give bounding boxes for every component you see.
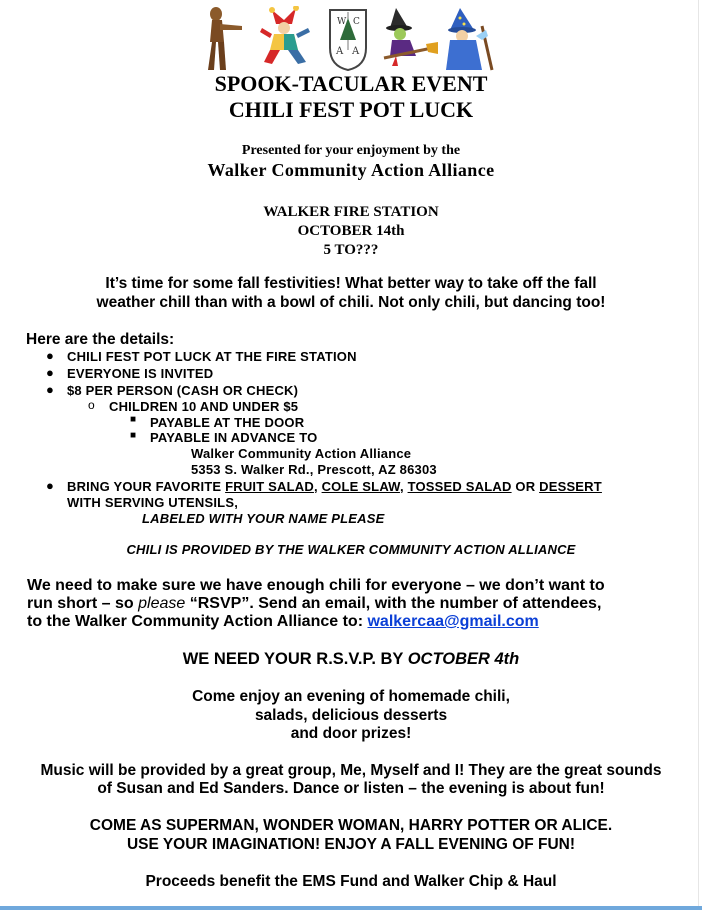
event-time: 5 TO???: [323, 242, 379, 258]
event-title-line2: CHILI FEST POT LUCK: [228, 97, 474, 122]
detail-label-name: LABELED WITH YOUR NAME PLEASE: [142, 511, 385, 526]
svg-text:C: C: [353, 17, 360, 27]
rsvp-deadline-prefix: WE NEED YOUR R.S.V.P. BY: [182, 650, 404, 668]
chili-provided-note: CHILI IS PROVIDED BY THE WALKER COMMUNITY ACTION ALLIANCE: [126, 542, 576, 557]
tossed-salad-text: TOSSED SALAD: [407, 479, 512, 494]
svg-text:A: A: [352, 46, 360, 57]
music-line1: Music will be provided by a great group, Me, Myself and I! They are the great sounds: [40, 762, 662, 779]
detail-sub-children-price: CHILDREN 10 AND UNDER $5: [109, 399, 299, 414]
fruit-salad-text: FRUIT SALAD: [225, 479, 314, 494]
or-text: OR: [515, 479, 536, 494]
zombie-icon: [204, 6, 244, 72]
detail-payable-door: PAYABLE AT THE DOOR: [150, 415, 305, 430]
rsvp-para-line1: We need to make sure we have enough chili for everyone – we don’t want to: [27, 577, 605, 594]
bring-favorite-text: BRING YOUR FAVORITE: [67, 479, 222, 494]
dessert-text: DESSERT: [539, 479, 602, 494]
venue-name: WALKER FIRE STATION: [263, 204, 439, 220]
jester-icon: [258, 6, 312, 66]
enjoy-line1: Come enjoy an evening of homemade chili,: [192, 688, 510, 705]
rsvp-please-text: please: [138, 595, 186, 612]
mailing-address-org: Walker Community Action Alliance: [191, 446, 412, 461]
rsvp-deadline-date: OCTOBER 4th: [407, 650, 520, 668]
bullet-disc-icon: ●: [46, 365, 54, 380]
enjoy-line3: and door prizes!: [290, 725, 412, 742]
wizard-icon: [442, 6, 504, 72]
bottom-border: [0, 906, 702, 910]
witch-on-broom-icon: [382, 6, 438, 68]
rsvp-para-line3: [27, 613, 539, 631]
bullet-disc-icon: ●: [46, 348, 54, 363]
bullet-circle-icon: o: [88, 398, 95, 412]
intro-line1: It’s time for some fall festivities! What better way to take off the fall: [105, 275, 597, 292]
intro-line2: weather chill than with a bowl of chili. Not only chili, but dancing too!: [96, 294, 606, 311]
header-icons: [196, 6, 506, 74]
presenting-organization: Walker Community Action Alliance: [207, 160, 495, 180]
enjoy-line2: salads, delicious desserts: [254, 707, 448, 724]
detail-item-bring-dish: BRING YOUR FAVORITE FRUIT SALAD, COLE SLAW, TOSSED SALAD OR DESSERT: [67, 479, 602, 494]
detail-payable-advance: PAYABLE IN ADVANCE TO: [150, 430, 318, 445]
rsvp-deadline: [0, 650, 702, 669]
detail-item-invited: EVERYONE IS INVITED: [67, 366, 214, 381]
bullet-disc-icon: ●: [46, 382, 54, 397]
rsvp-run-short-text: run short – so: [27, 595, 134, 612]
rsvp-para-line2: [27, 595, 601, 613]
bullet-disc-icon: ●: [46, 478, 54, 493]
costume-line1: COME AS SUPERMAN, WONDER WOMAN, HARRY POTTER OR ALICE.: [89, 817, 613, 834]
music-line2: of Susan and Ed Sanders. Dance or listen – the evening is about fun!: [97, 780, 605, 797]
details-heading: Here are the details:: [26, 331, 175, 348]
presented-by-text: Presented for your enjoyment by the: [241, 143, 461, 158]
event-date: OCTOBER 14th: [297, 223, 405, 239]
rsvp-email-link[interactable]: walkercaa@gmail.com: [367, 613, 539, 630]
rsvp-to-text: to the Walker Community Action Alliance to:: [27, 613, 364, 630]
detail-item-potluck: CHILI FEST POT LUCK AT THE FIRE STATION: [67, 349, 357, 364]
detail-serving-utensils: WITH SERVING UTENSILS,: [67, 495, 239, 510]
wcaa-logo: [326, 6, 370, 72]
bullet-square-icon: ■: [130, 430, 137, 441]
page-edge-divider: [698, 0, 699, 906]
svg-text:W: W: [337, 17, 347, 27]
cole-slaw-text: COLE SLAW: [321, 479, 400, 494]
costume-line2: USE YOUR IMAGINATION! ENJOY A FALL EVENING OF FUN!: [126, 836, 576, 853]
detail-item-price: $8 PER PERSON (CASH OR CHECK): [67, 383, 299, 398]
event-title-line1: SPOOK-TACULAR EVENT: [214, 71, 488, 96]
svg-text:A: A: [336, 46, 344, 57]
proceeds-note: Proceeds benefit the EMS Fund and Walker Chip & Haul: [145, 873, 557, 890]
rsvp-send-email-text: “RSVP”. Send an email, with the number of attendees,: [189, 595, 602, 612]
bullet-square-icon: ■: [130, 414, 137, 425]
mailing-address-street: 5353 S. Walker Rd., Prescott, AZ 86303: [191, 462, 437, 477]
